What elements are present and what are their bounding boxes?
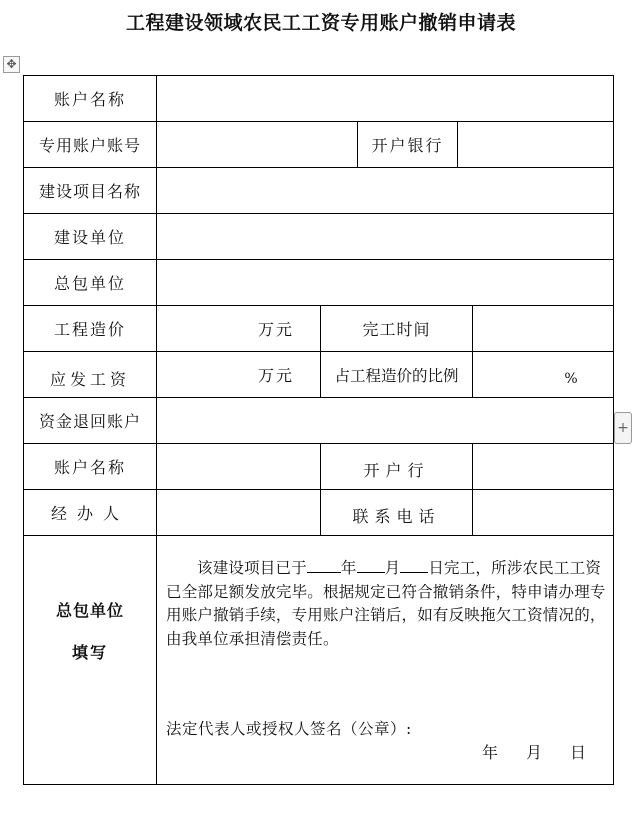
field-refund-account[interactable]: [157, 398, 613, 443]
label-handler: 经办人: [50, 504, 129, 523]
label-contact-phone: 联系电话: [352, 507, 441, 526]
field-general-contractor[interactable]: [157, 260, 613, 305]
label-general-contractor: 总包单位: [53, 274, 126, 293]
table-border-bottom: [23, 784, 614, 785]
field-project-name[interactable]: [157, 168, 613, 213]
field-opening-bank[interactable]: [458, 122, 613, 167]
table-border-right: [613, 75, 614, 785]
field-construction-unit[interactable]: [157, 214, 613, 259]
declaration-month: 月: [384, 559, 401, 577]
label-refund-account: 资金退回账户: [38, 412, 141, 431]
field-completion-time[interactable]: [473, 306, 613, 351]
ratio-percent[interactable]: %: [564, 370, 578, 387]
wages-unit[interactable]: 万元: [257, 366, 294, 385]
blank-day[interactable]: [400, 557, 428, 573]
declaration-text: [166, 557, 606, 651]
label-completion-time: 完工时间: [362, 320, 431, 339]
date-year: 年: [482, 743, 499, 762]
signature-date: [482, 740, 604, 763]
table-move-handle-icon[interactable]: ✥: [3, 56, 20, 73]
label-wages-payable: 应发工资: [49, 370, 130, 389]
label-ratio: 占工程造价的比例: [334, 366, 459, 385]
add-row-icon[interactable]: +: [614, 412, 632, 444]
label-project-name: 建设项目名称: [38, 182, 141, 201]
label-general-contractor-fill: 总包单位: [55, 600, 124, 620]
field-refund-account-name[interactable]: [157, 444, 320, 489]
label-project-cost: 工程造价: [53, 320, 126, 339]
date-day: 日: [570, 743, 587, 762]
field-account-name[interactable]: [157, 76, 613, 121]
label-opening-bank: 开户银行: [371, 136, 444, 155]
label-fill-in: 填写: [71, 642, 108, 662]
field-refund-bank[interactable]: [473, 444, 613, 489]
blank-month[interactable]: [357, 557, 385, 573]
page-title: 工程建设领域农民工工资专用账户撤销申请表: [125, 12, 516, 34]
label-dedicated-account-no: 专用账户账号: [38, 136, 141, 155]
label-refund-account-name: 账户名称: [53, 458, 126, 477]
label-refund-bank: 开户行: [363, 461, 430, 480]
field-dedicated-account-no[interactable]: [157, 122, 357, 167]
blank-year[interactable]: [307, 557, 341, 573]
project-cost-unit[interactable]: 万元: [257, 320, 294, 339]
signature-label: 法定代表人或授权人签名（公章）:: [166, 720, 412, 738]
row-divider: [23, 535, 614, 536]
declaration-text-part1: 该建设项目已于: [197, 559, 307, 577]
date-month: 月: [526, 743, 543, 762]
field-handler[interactable]: [157, 490, 320, 535]
declaration-text-part2: 日完工，所涉农民工工资已全部足额发放完毕。根据规定已符合撤销条件，特申请办理专用账户撤销手续，专用账户注销后，如有反映拖欠工资情况的，由我单位承担清偿责任。: [166, 559, 606, 648]
declaration-year: 年: [340, 559, 357, 577]
field-contact-phone[interactable]: [473, 490, 613, 535]
label-account-name: 账户名称: [53, 90, 126, 109]
label-construction-unit: 建设单位: [53, 228, 126, 247]
